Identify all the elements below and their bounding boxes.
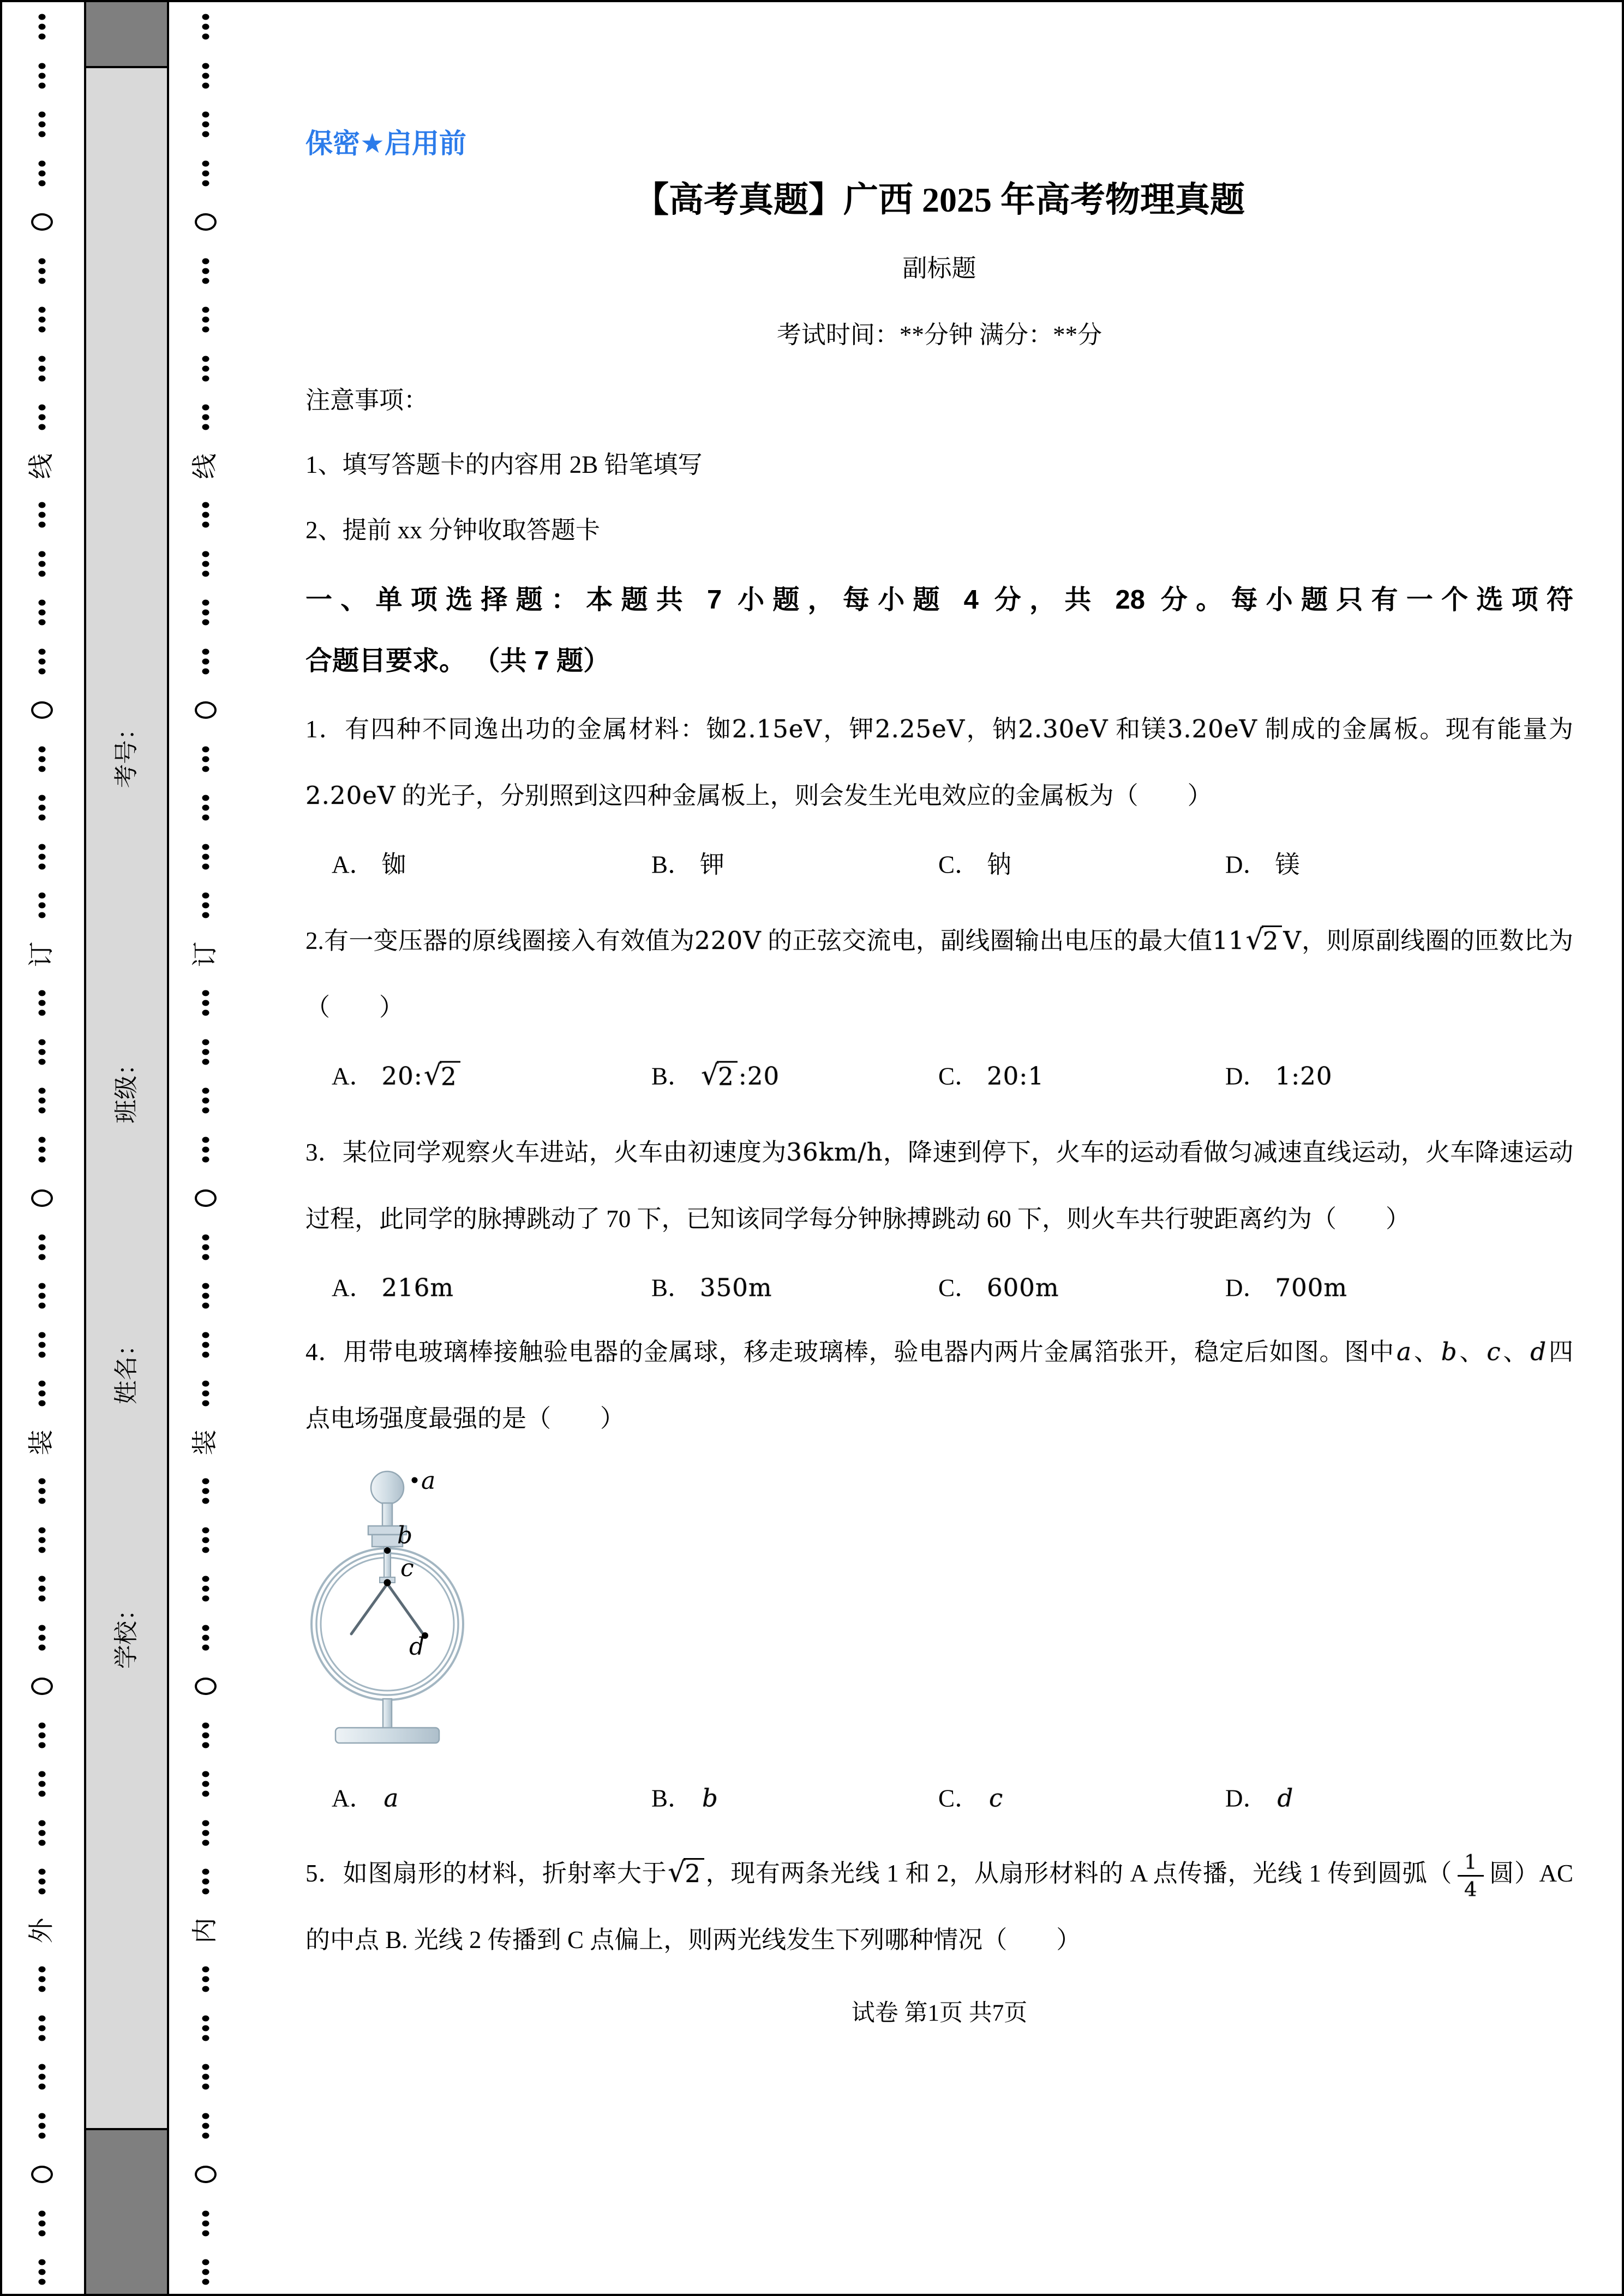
question-4-options — [305, 1763, 1573, 1829]
binding-dots — [202, 1625, 209, 1650]
binding-circle — [195, 1189, 217, 1207]
binding-dots — [39, 2259, 46, 2285]
point-c-label: c — [400, 1554, 414, 1582]
binding-line-right — [187, 2, 225, 2294]
binding-dots — [202, 1478, 209, 1504]
option-label: B． — [651, 1062, 693, 1090]
binding-dots — [202, 63, 209, 88]
option-label: B． — [651, 851, 693, 879]
question-1-text: 1．有四种不同逸出功的金属材料：铷2.15eV，钾2.25eV，钠2.30eV 和镁3.20eV 制成的金属板。现有能量为2.20eV 的光子，分别照到这四种金属板上，则会发生光电效应的金属板为（ ） — [305, 714, 1573, 810]
fraction: $\frac{1}{4}$ — [1458, 1851, 1483, 1901]
question-1 — [305, 696, 1573, 895]
exam-meta: 考试时间：**分钟 满分：**分 — [776, 321, 1102, 348]
point-b-dot — [384, 1547, 391, 1554]
equation: 2.30eV — [1018, 714, 1108, 743]
binding-dots — [202, 1039, 209, 1065]
option-label: D． — [1225, 1062, 1268, 1090]
binding-dots — [39, 1625, 46, 1650]
binding-dots — [202, 1283, 209, 1309]
option-label: C． — [938, 851, 980, 879]
strip-label-0: 考号： — [113, 716, 140, 788]
binding-dots — [39, 1967, 46, 1992]
binding-dots — [202, 1576, 209, 1602]
binding-dots — [39, 2064, 46, 2090]
option-3-C — [938, 1268, 1059, 1303]
secret-notice: 保密★启用前 — [305, 128, 466, 159]
binding-dots — [39, 1283, 46, 1309]
equation: 20:1 — [987, 1061, 1045, 1091]
binding-dots — [202, 844, 209, 869]
option-label: A． — [332, 851, 374, 879]
option-label: B． — [651, 1784, 693, 1812]
binding-char: 线 — [27, 453, 56, 479]
variable: d — [1530, 1337, 1547, 1366]
point-a-dot — [412, 1477, 418, 1483]
equation: 20: — [381, 1061, 423, 1091]
question-5 — [305, 1840, 1573, 1973]
binding-dots — [202, 307, 209, 333]
paper-title: 【高考真题】广西 2025 年高考物理真题 — [634, 181, 1245, 219]
binding-dots — [202, 1332, 209, 1357]
binding-dots — [39, 307, 46, 333]
binding-dots — [202, 1088, 209, 1114]
binding-circle — [195, 2166, 217, 2183]
binding-circle — [195, 1678, 217, 1695]
option-3-A — [332, 1268, 454, 1303]
variable: a — [1397, 1337, 1411, 1366]
neck-rod — [382, 1503, 392, 1527]
question-3-options — [305, 1252, 1573, 1319]
binding-dots — [202, 1527, 209, 1553]
binding-dots — [39, 1722, 46, 1748]
page-footer: 试卷 第1页 共7页 — [851, 2000, 1028, 2026]
binding-dots — [39, 1381, 46, 1407]
binding-circle — [31, 701, 53, 719]
binding-dots — [39, 2015, 46, 2041]
metal-ball — [371, 1471, 404, 1504]
binding-dots — [39, 405, 46, 430]
binding-dots — [202, 1234, 209, 1260]
sqrt-expression: √ 2 — [1246, 925, 1283, 953]
binding-dots — [202, 1967, 209, 1992]
binding-dots — [202, 258, 209, 284]
equation: 11 — [1212, 926, 1245, 955]
option-2-D — [1225, 1056, 1333, 1092]
equation: 2.25eV — [874, 714, 966, 743]
binding-char: 外 — [27, 1918, 56, 1943]
question-3-text: 3．某位同学观察火车进站，火车由初速度为36km/h，降速到停下，火车的运动看做匀减速直线运动，火车降速运动过程，此同学的脉搏跳动了 70 下，已知该同学每分钟脉搏跳动 60 下，则火车共行驶距离约为（ ） — [305, 1138, 1573, 1233]
binding-dots — [202, 600, 209, 626]
note-item-1: 1、填写答题卡的内容用 2B 铅笔填写 — [305, 451, 703, 478]
binding-dots — [39, 63, 46, 88]
option-1-A: A． 铷 — [332, 851, 406, 879]
variable: b — [702, 1783, 718, 1813]
point-d-label: d — [409, 1633, 425, 1661]
binding-dots — [202, 2015, 209, 2041]
option-label: A． — [332, 1274, 374, 1302]
binding-dots — [202, 2210, 209, 2236]
variable: d — [1277, 1783, 1293, 1813]
option-1-D: D． 镁 — [1225, 851, 1300, 879]
equation: 216m — [381, 1273, 454, 1302]
stand-stem — [383, 1699, 392, 1729]
binding-dots — [39, 844, 46, 869]
student-info-strip — [84, 2, 169, 2294]
binding-dots — [39, 1234, 46, 1260]
binding-dots — [39, 551, 46, 576]
option-label: C． — [938, 1062, 980, 1090]
option-3-D — [1225, 1268, 1347, 1303]
option-1-C: C． 钠 — [938, 851, 1012, 879]
binding-dots — [202, 1137, 209, 1162]
binding-dots — [39, 990, 46, 1016]
binding-char: 订 — [191, 941, 220, 967]
option-2-C — [938, 1056, 1044, 1092]
binding-dots — [39, 746, 46, 772]
question-4-text: 4．用带电玻璃棒接触验电器的金属球，移走玻璃棒，验电器内两片金属箔张开，稳定后如图。图中a、b、c、d四点电场强度最强的是（ ） — [305, 1337, 1573, 1432]
paper-subtitle: 副标题 — [902, 255, 976, 282]
strip-dark-bottom — [86, 2128, 167, 2294]
electroscope-figure — [305, 1460, 1573, 1755]
option-label: B． — [651, 1274, 693, 1302]
binding-dots — [39, 1820, 46, 1846]
option-4-A — [332, 1778, 400, 1814]
binding-dots — [202, 502, 209, 528]
question-2-options — [305, 1041, 1573, 1107]
binding-dots — [39, 795, 46, 821]
binding-dots — [202, 551, 209, 576]
binding-char: 内 — [191, 1918, 220, 1943]
equation: 220V — [694, 926, 762, 955]
binding-dots — [39, 1576, 46, 1602]
binding-dots — [202, 1869, 209, 1895]
binding-dots — [202, 112, 209, 137]
sqrt-expression: √ 2 — [424, 1061, 460, 1089]
equation: 600m — [987, 1273, 1059, 1302]
option-2-B — [651, 1056, 780, 1092]
option-4-C — [938, 1778, 1005, 1814]
binding-dots — [202, 990, 209, 1016]
binding-dots — [202, 160, 209, 186]
equation: 350m — [700, 1273, 772, 1302]
strip-label-2: 姓名： — [113, 1332, 140, 1404]
binding-dots — [39, 1478, 46, 1504]
binding-char: 装 — [191, 1429, 220, 1455]
binding-dots — [202, 1771, 209, 1797]
option-4-D — [1225, 1778, 1295, 1814]
question-2 — [305, 907, 1573, 1107]
note-item-2: 2、提前 xx 分钟收取答题卡 — [305, 516, 601, 544]
binding-dots — [39, 1869, 46, 1895]
binding-dots — [202, 14, 209, 40]
paper-content — [305, 2, 1573, 2029]
point-b-label: b — [397, 1522, 413, 1549]
sqrt-expression: √ 2 — [668, 1858, 704, 1886]
binding-dots — [202, 648, 209, 674]
binding-dots — [202, 405, 209, 430]
binding-dots — [39, 2210, 46, 2236]
electroscope-drawing — [305, 1460, 480, 1755]
strip-label-3: 学校： — [113, 1597, 140, 1669]
binding-dots — [202, 1820, 209, 1846]
binding-dots — [39, 893, 46, 918]
binding-circle — [31, 2166, 53, 2183]
option-1-B: B． 钾 — [651, 851, 725, 879]
section-heading-line2: 合题目要求。 （共 7 题） — [305, 646, 610, 676]
option-label: A． — [332, 1784, 374, 1812]
option-label: D． — [1225, 1274, 1268, 1302]
binding-dots — [39, 1771, 46, 1797]
equation: :20 — [738, 1061, 780, 1091]
variable: a — [383, 1783, 399, 1813]
binding-dots — [39, 112, 46, 137]
binding-dots — [39, 1332, 46, 1357]
variable: c — [1487, 1337, 1501, 1366]
binding-dots — [39, 1137, 46, 1162]
section-heading-line1: 一、单项选择题：本题共 7 小题，每小题 4 分，共 28 分。每小题只有一个选项符 — [305, 585, 1573, 615]
option-label: C． — [938, 1784, 980, 1812]
sqrt-expression: √ 2 — [701, 1061, 738, 1089]
question-3 — [305, 1119, 1573, 1319]
option-label: C． — [938, 1274, 980, 1302]
binding-dots — [39, 2113, 46, 2138]
binding-char: 装 — [27, 1429, 56, 1455]
equation: 2.20eV — [305, 781, 396, 810]
binding-dots — [39, 356, 46, 381]
equation: 2.15eV — [732, 714, 823, 743]
option-label: D． — [1225, 851, 1268, 879]
equation: 700m — [1275, 1273, 1348, 1302]
binding-dots — [202, 795, 209, 821]
binding-dots — [39, 14, 46, 40]
question-5-text: 5．如图扇形的材料，折射率大于 √ 2 ，现有两条光线 1 和 2，从扇形材料的 A 点传播，光线 1 传到圆弧（ $\frac{1}{4}$ 圆）AC 的中点 B. 光线 2 传播到 C 点偏上，则两光线发生下列哪种情况（ ） — [305, 1850, 1573, 1954]
strip-label-1: 班级： — [113, 1051, 140, 1123]
binding-dots — [202, 2113, 209, 2138]
binding-dots — [39, 648, 46, 674]
binding-dots — [39, 160, 46, 186]
binding-circle — [31, 1678, 53, 1695]
option-label: A． — [332, 1062, 374, 1090]
variable: c — [989, 1783, 1003, 1813]
question-4 — [305, 1319, 1573, 1829]
binding-dots — [202, 746, 209, 772]
binding-dots — [202, 1381, 209, 1407]
question-1-options — [305, 829, 1573, 895]
binding-line-left — [23, 2, 61, 2294]
equation: 3.20eV — [1167, 714, 1258, 743]
binding-dots — [202, 1722, 209, 1748]
binding-dots — [202, 2064, 209, 2090]
binding-dots — [39, 502, 46, 528]
variable: b — [1441, 1337, 1457, 1366]
equation: V — [1283, 926, 1302, 955]
notes-title: 注意事项： — [305, 387, 429, 414]
option-4-B — [651, 1778, 720, 1814]
binding-circle — [31, 213, 53, 231]
binding-char: 线 — [191, 453, 220, 479]
stand-base — [335, 1728, 439, 1743]
point-a-label: a — [421, 1467, 436, 1495]
option-2-A — [332, 1056, 462, 1092]
binding-circle — [195, 701, 217, 719]
option-label: D． — [1225, 1784, 1268, 1812]
binding-dots — [39, 1039, 46, 1065]
binding-dots — [39, 600, 46, 626]
equation: 36km/h — [786, 1138, 883, 1167]
binding-dots — [39, 258, 46, 284]
binding-circle — [195, 213, 217, 231]
option-3-B — [651, 1268, 772, 1303]
binding-circle — [31, 1189, 53, 1207]
point-c-dot — [384, 1579, 391, 1586]
binding-dots — [202, 893, 209, 918]
binding-dots — [202, 356, 209, 381]
binding-dots — [202, 2259, 209, 2285]
equation: 1:20 — [1275, 1061, 1333, 1091]
binding-dots — [39, 1527, 46, 1553]
binding-char: 订 — [27, 941, 56, 967]
question-2-text: 2.有一变压器的原线圈接入有效值为220V 的正弦交流电，副线圈输出电压的最大值11 √ 2 V，则原副线圈的匝数比为（ ） — [305, 923, 1573, 1021]
binding-dots — [39, 1088, 46, 1114]
strip-dark-top — [86, 2, 167, 68]
